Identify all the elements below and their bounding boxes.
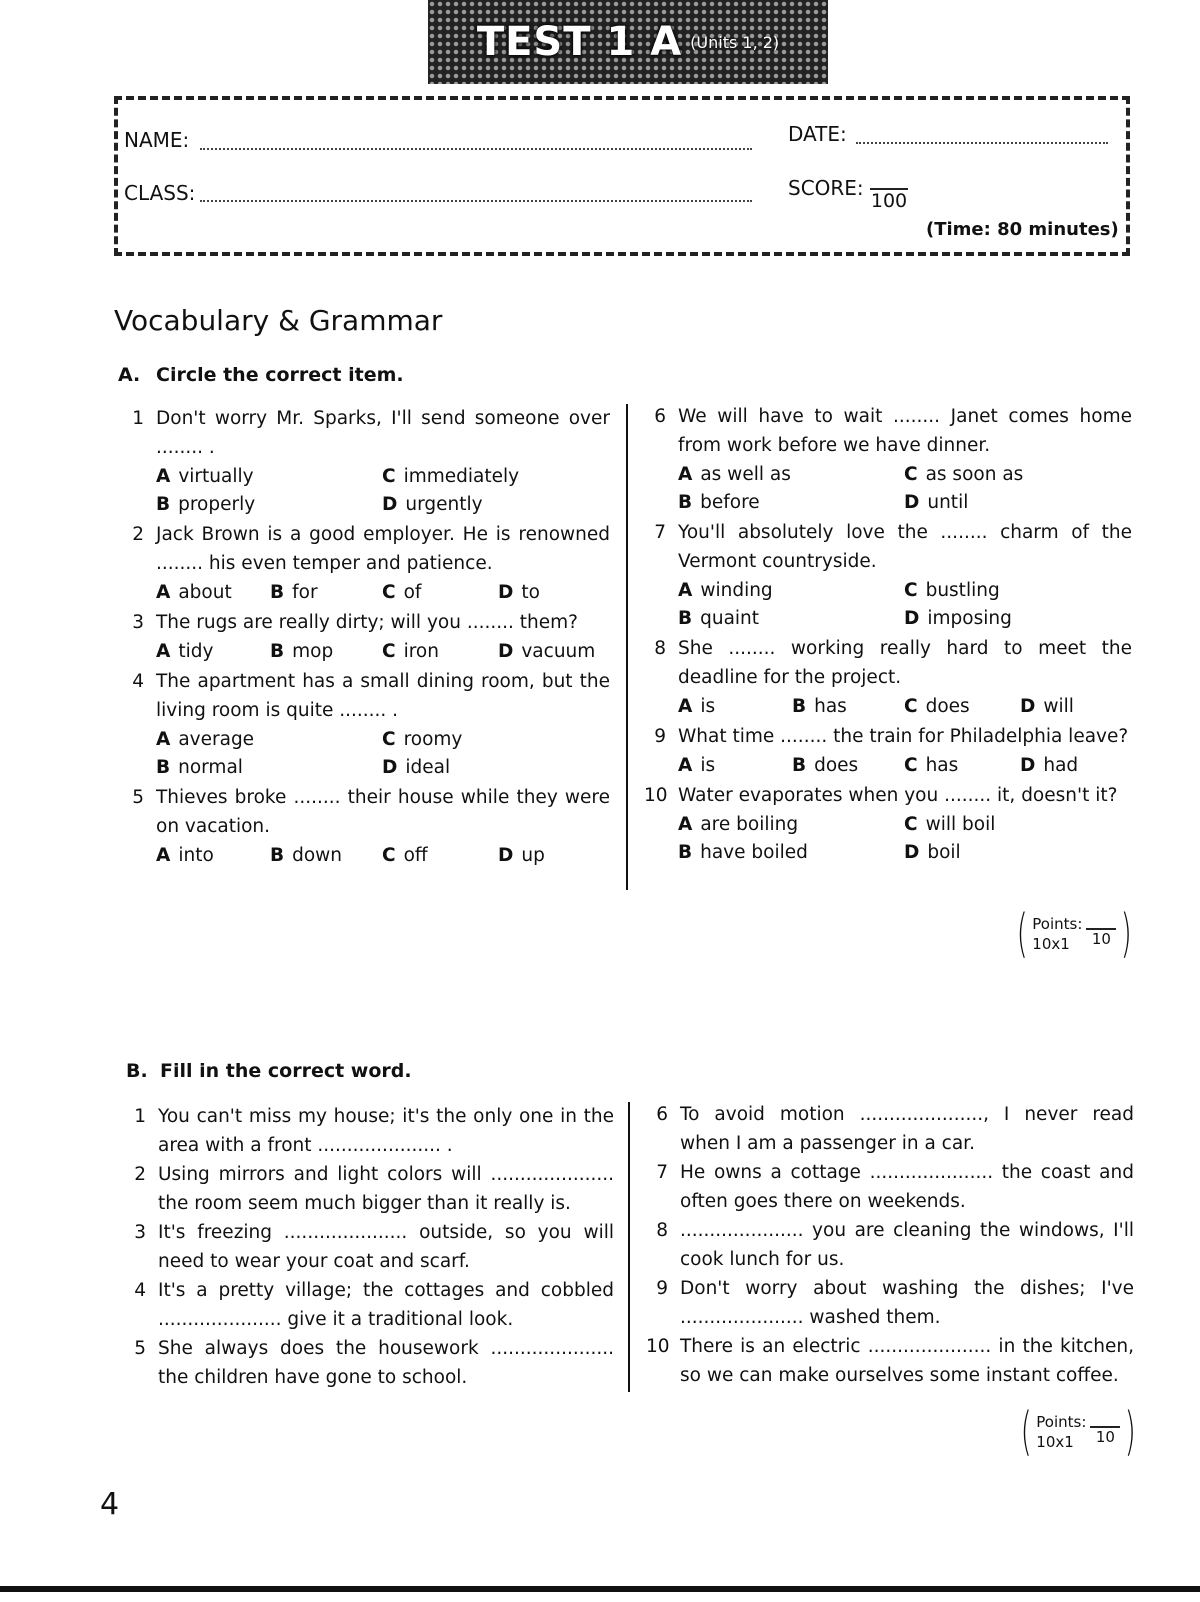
option-row	[156, 753, 610, 781]
question-item	[122, 667, 610, 781]
question-text[interactable]: ..................... you are cleaning the windows, I'll cook lunch for us.	[680, 1220, 1134, 1270]
part-b-points-box	[1016, 1402, 1141, 1462]
option-letter: B	[270, 582, 285, 603]
option-letter: C	[382, 729, 396, 750]
question-number: 6	[656, 1104, 668, 1125]
test-units: (Units 1, 2)	[690, 32, 780, 52]
score-label: SCORE:	[788, 176, 864, 200]
question-text[interactable]: It's a pretty village; the cottages and cobbled ..................... give it a traditional look.	[158, 1280, 614, 1330]
answer-option[interactable]	[1020, 751, 1078, 780]
option-letter: A	[678, 696, 693, 717]
answer-option[interactable]	[678, 460, 791, 489]
question-item	[646, 1100, 1134, 1158]
part-b-left-column	[124, 1102, 614, 1392]
option-letter: B	[792, 755, 807, 776]
option-letter: A	[156, 729, 171, 750]
close-paren: )	[1124, 1402, 1137, 1462]
answer-option[interactable]	[678, 838, 808, 867]
option-letter: A	[156, 641, 171, 662]
score-total: 100	[870, 190, 908, 212]
points-blank[interactable]	[1086, 920, 1116, 930]
option-letter: B	[156, 494, 171, 515]
question-text[interactable]: She always does the housework ..................... the children have gone to school.	[158, 1338, 614, 1388]
option-letter: A	[678, 814, 693, 835]
question-item	[646, 1274, 1134, 1332]
option-text: is	[700, 696, 716, 717]
answer-option[interactable]	[904, 838, 961, 867]
option-letter: C	[382, 845, 396, 866]
part-a-points-box	[1012, 904, 1137, 964]
question-item	[124, 1160, 614, 1218]
answer-option[interactable]	[678, 751, 715, 780]
answer-option[interactable]	[156, 637, 213, 666]
option-letter: A	[156, 845, 171, 866]
open-paren: (	[1016, 904, 1028, 964]
part-a-instruction: Circle the correct item.	[156, 364, 404, 386]
option-letter: C	[382, 582, 396, 603]
question-text[interactable]: There is an electric ..................... in the kitchen, so we can make ourselves some instant coffee.	[680, 1336, 1134, 1386]
points-total: 10	[1095, 1428, 1115, 1446]
answer-option[interactable]	[498, 637, 595, 666]
option-letter: D	[904, 492, 920, 513]
answer-option[interactable]	[904, 751, 958, 780]
option-text: have boiled	[700, 842, 808, 863]
option-text: boil	[927, 842, 961, 863]
option-row	[678, 838, 1132, 866]
option-letter: A	[678, 755, 693, 776]
answer-option[interactable]	[904, 810, 995, 839]
option-letter: D	[904, 608, 920, 629]
option-row	[156, 841, 610, 869]
option-letter: D	[1020, 696, 1036, 717]
part-b-right-column	[646, 1100, 1134, 1390]
option-letter: D	[498, 845, 514, 866]
part-a-right-column	[644, 402, 1132, 868]
question-number: 7	[654, 522, 666, 543]
question-item	[644, 634, 1132, 720]
question-number: 3	[132, 612, 144, 633]
question-text[interactable]: Using mirrors and light colors will ..................... the room seem much bigger than it really is.	[158, 1164, 614, 1214]
question-text: You'll absolutely love the ........ charm of the Vermont countryside.	[678, 522, 1132, 572]
question-number: 5	[134, 1338, 146, 1359]
question-number: 3	[134, 1222, 146, 1243]
question-number: 4	[132, 671, 144, 692]
question-item	[122, 783, 610, 869]
class-field[interactable]	[200, 200, 752, 202]
answer-option[interactable]	[382, 725, 462, 754]
question-number: 9	[656, 1278, 668, 1299]
option-text: of	[403, 582, 422, 603]
question-number: 10	[646, 1336, 670, 1357]
question-item	[644, 518, 1132, 632]
option-letter: D	[904, 842, 920, 863]
question-text[interactable]: You can't miss my house; it's the only one in the area with a front ..................... .	[158, 1106, 614, 1156]
question-item	[646, 1216, 1134, 1274]
option-text: up	[521, 845, 545, 866]
answer-option[interactable]	[156, 490, 255, 519]
option-text: quaint	[700, 608, 760, 629]
option-text: will	[1043, 696, 1074, 717]
option-text: imposing	[927, 608, 1012, 629]
option-text: does	[814, 755, 859, 776]
answer-option[interactable]	[678, 604, 759, 633]
option-row	[678, 604, 1132, 632]
answer-option[interactable]	[156, 753, 243, 782]
answer-option[interactable]	[270, 841, 342, 870]
part-b-letter: B.	[126, 1060, 148, 1082]
question-number: 1	[132, 408, 144, 429]
option-letter: D	[1020, 755, 1036, 776]
option-letter: B	[792, 696, 807, 717]
option-letter: B	[678, 492, 693, 513]
question-number: 7	[656, 1162, 668, 1183]
answer-option[interactable]	[792, 692, 847, 721]
option-row	[678, 810, 1132, 838]
option-text: vacuum	[521, 641, 596, 662]
question-text[interactable]: To avoid motion ....................., I never read when I am a passenger in a car.	[680, 1104, 1134, 1154]
question-text: What time ........ the train for Philadelphia leave?	[678, 726, 1129, 747]
option-letter: B	[678, 608, 693, 629]
answer-option[interactable]	[1020, 692, 1074, 721]
option-row	[156, 637, 610, 665]
question-item	[124, 1102, 614, 1160]
answer-option[interactable]	[904, 460, 1023, 489]
question-text: Water evaporates when you ........ it, doesn't it?	[678, 785, 1118, 806]
option-row	[156, 578, 610, 606]
option-letter: D	[498, 641, 514, 662]
points-calc: 10x1	[1036, 1433, 1074, 1451]
option-text: is	[700, 755, 716, 776]
section-title: Vocabulary & Grammar	[114, 304, 443, 337]
part-a-left-column	[122, 404, 610, 871]
option-letter: C	[382, 641, 396, 662]
question-text[interactable]: He owns a cottage ..................... the coast and often goes there on weekends.	[680, 1162, 1134, 1212]
question-item	[122, 608, 610, 665]
question-item	[644, 722, 1132, 779]
answer-option[interactable]	[156, 578, 232, 607]
option-letter: C	[904, 580, 918, 601]
answer-option[interactable]	[904, 488, 968, 517]
option-letter: C	[904, 755, 918, 776]
time-note: (Time: 80 minutes)	[926, 219, 1119, 240]
test-title-banner	[428, 0, 828, 84]
option-row	[156, 462, 610, 490]
answer-option[interactable]	[382, 637, 439, 666]
option-letter: B	[270, 641, 285, 662]
answer-option[interactable]	[382, 578, 421, 607]
question-number: 2	[134, 1164, 146, 1185]
option-text: urgently	[405, 494, 483, 515]
option-text: to	[521, 582, 540, 603]
score-blank[interactable]	[870, 178, 908, 190]
option-text: into	[178, 845, 214, 866]
option-text: does	[925, 696, 970, 717]
points-label: Points:	[1036, 1413, 1087, 1431]
answer-option[interactable]	[678, 576, 773, 605]
answer-option[interactable]	[156, 462, 254, 491]
question-number: 2	[132, 524, 144, 545]
option-text: virtually	[178, 466, 254, 487]
option-text: roomy	[403, 729, 463, 750]
answer-option[interactable]	[678, 692, 715, 721]
option-text: off	[403, 845, 428, 866]
option-text: mop	[292, 641, 334, 662]
question-text: The apartment has a small dining room, but the living room is quite ........ .	[156, 671, 610, 721]
option-letter: C	[382, 466, 396, 487]
date-field[interactable]	[856, 142, 1108, 144]
option-row	[678, 488, 1132, 516]
option-letter: C	[904, 814, 918, 835]
question-item	[122, 520, 610, 606]
question-item	[644, 781, 1132, 866]
question-text: We will have to wait ........ Janet comes home from work before we have dinner.	[678, 406, 1132, 456]
option-text: down	[292, 845, 343, 866]
date-label: DATE:	[788, 122, 847, 146]
option-row	[156, 490, 610, 518]
option-letter: A	[156, 466, 171, 487]
answer-option[interactable]	[904, 692, 970, 721]
option-text: until	[927, 492, 969, 513]
option-text: before	[700, 492, 760, 513]
option-letter: A	[156, 582, 171, 603]
answer-option[interactable]	[904, 604, 1012, 633]
option-text: has	[925, 755, 959, 776]
points-calc: 10x1	[1032, 935, 1070, 953]
answer-option[interactable]	[678, 488, 760, 517]
points-blank[interactable]	[1090, 1418, 1120, 1428]
answer-option[interactable]	[382, 841, 428, 870]
question-number: 1	[134, 1106, 146, 1127]
option-text: are boiling	[700, 814, 799, 835]
question-text[interactable]: It's freezing ..................... outside, so you will need to wear your coat and scarf.	[158, 1222, 614, 1272]
option-letter: C	[904, 696, 918, 717]
part-b-instruction: Fill in the correct word.	[160, 1060, 412, 1082]
points-total: 10	[1091, 930, 1111, 948]
option-letter: D	[498, 582, 514, 603]
part-a-letter: A.	[118, 364, 141, 386]
points-fraction	[1086, 920, 1116, 948]
option-text: had	[1043, 755, 1079, 776]
question-text: Thieves broke ........ their house while they were on vacation.	[156, 787, 610, 837]
class-label: CLASS:	[124, 181, 196, 205]
bottom-border	[0, 1586, 1200, 1592]
option-row	[678, 692, 1132, 720]
option-letter: A	[678, 464, 693, 485]
question-item	[122, 404, 610, 518]
option-text: properly	[178, 494, 256, 515]
option-letter: A	[678, 580, 693, 601]
question-number: 6	[654, 406, 666, 427]
question-text: Jack Brown is a good employer. He is renowned ........ his even temper and patience.	[156, 524, 610, 574]
answer-option[interactable]	[270, 578, 318, 607]
question-number: 4	[134, 1280, 146, 1301]
option-text: tidy	[178, 641, 214, 662]
score-fraction	[870, 178, 908, 212]
open-paren: (	[1020, 1402, 1032, 1462]
option-letter: B	[678, 842, 693, 863]
close-paren: )	[1120, 904, 1133, 964]
option-row	[678, 576, 1132, 604]
test-title: TEST 1 A	[476, 19, 683, 65]
question-text: Don't worry Mr. Sparks, I'll send someone over ........ .	[156, 408, 610, 458]
answer-option[interactable]	[792, 751, 858, 780]
points-label: Points:	[1032, 915, 1083, 933]
question-number: 5	[132, 787, 144, 808]
question-item	[124, 1218, 614, 1276]
question-number: 9	[654, 726, 666, 747]
answer-option[interactable]	[270, 637, 333, 666]
option-letter: C	[904, 464, 918, 485]
option-text: for	[292, 582, 318, 603]
option-text: average	[178, 729, 255, 750]
question-number: 10	[644, 785, 668, 806]
option-text: as soon as	[925, 464, 1024, 485]
option-row	[678, 460, 1132, 488]
name-label: NAME:	[124, 128, 190, 152]
page-number: 4	[100, 1487, 120, 1522]
name-field[interactable]	[200, 148, 752, 150]
question-text: She ........ working really hard to meet the deadline for the project.	[678, 638, 1132, 688]
question-text: The rugs are really dirty; will you ........ them?	[156, 612, 578, 633]
option-row	[156, 725, 610, 753]
question-item	[646, 1158, 1134, 1216]
answer-option[interactable]	[498, 578, 540, 607]
option-row	[678, 751, 1132, 779]
option-letter: D	[382, 494, 398, 515]
question-item	[646, 1332, 1134, 1390]
option-letter: D	[382, 757, 398, 778]
option-text: ideal	[405, 757, 451, 778]
answer-option[interactable]	[382, 490, 483, 519]
option-text: as well as	[700, 464, 791, 485]
option-text: bustling	[925, 580, 1000, 601]
answer-option[interactable]	[156, 725, 254, 754]
question-number: 8	[656, 1220, 668, 1241]
option-letter: B	[270, 845, 285, 866]
option-text: winding	[700, 580, 773, 601]
question-item	[644, 402, 1132, 516]
answer-option[interactable]	[156, 841, 214, 870]
question-item	[124, 1334, 614, 1392]
answer-option[interactable]	[498, 841, 545, 870]
option-text: normal	[178, 757, 243, 778]
question-item	[124, 1276, 614, 1334]
question-text[interactable]: Don't worry about washing the dishes; I've ..................... washed them.	[680, 1278, 1134, 1328]
answer-option[interactable]	[382, 462, 519, 491]
points-fraction	[1090, 1418, 1120, 1446]
option-letter: B	[156, 757, 171, 778]
column-divider-b	[628, 1102, 630, 1392]
option-text: will boil	[925, 814, 996, 835]
option-text: has	[814, 696, 847, 717]
column-divider	[626, 404, 628, 890]
answer-option[interactable]	[678, 810, 798, 839]
answer-option[interactable]	[382, 753, 450, 782]
option-text: iron	[403, 641, 439, 662]
option-text: immediately	[403, 466, 520, 487]
answer-option[interactable]	[904, 576, 1000, 605]
question-number: 8	[654, 638, 666, 659]
option-text: about	[178, 582, 232, 603]
